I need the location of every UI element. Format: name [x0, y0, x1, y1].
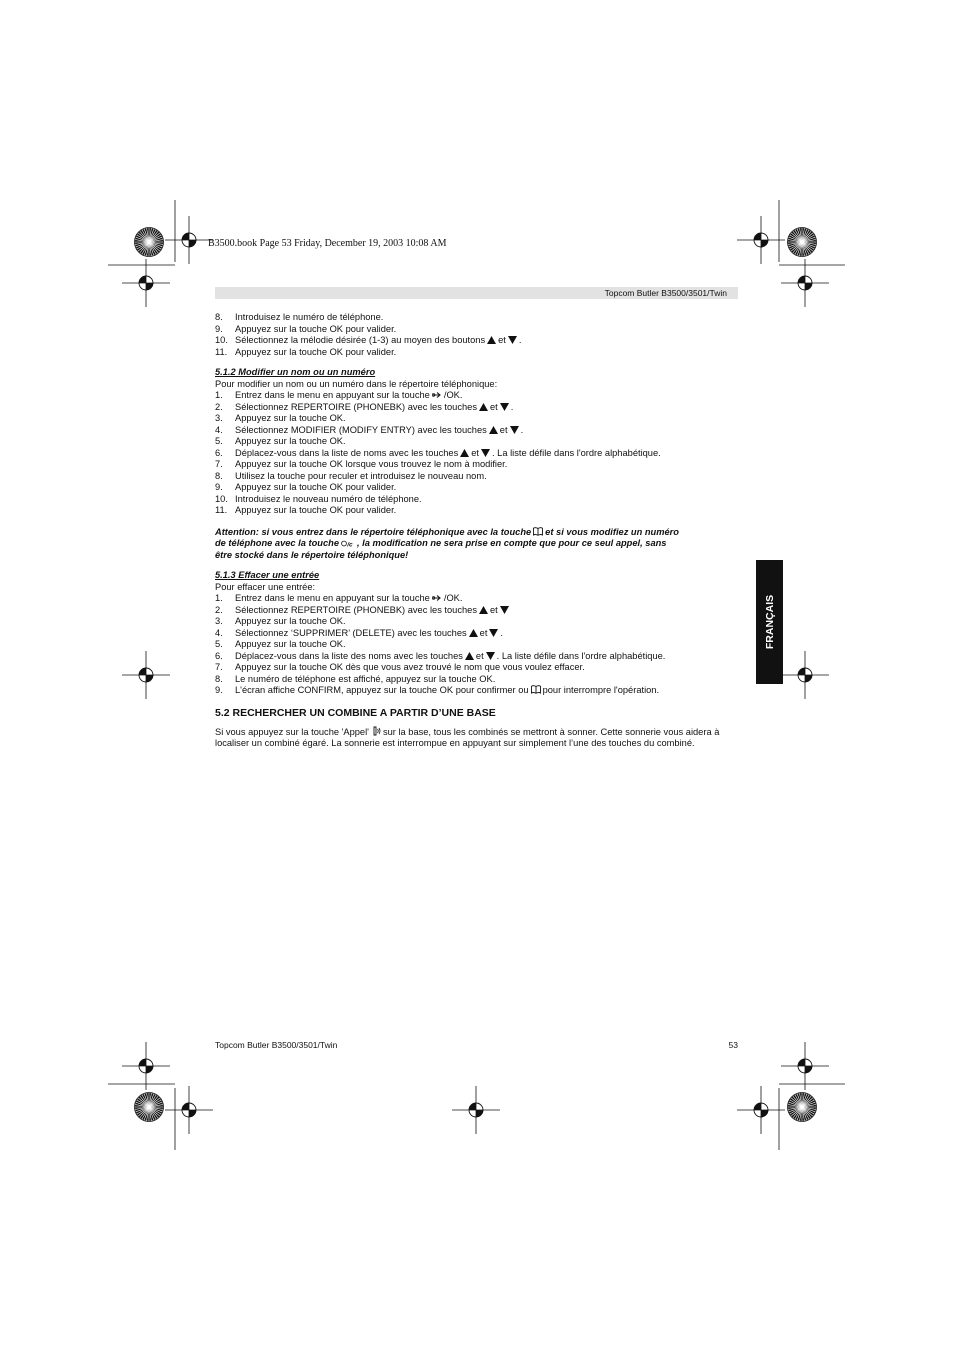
list-item: 6. Déplacez-vous dans la liste de noms avec les touches et . La liste défile dans l'ordre alphabétique.: [215, 447, 661, 458]
list-item: 10. Introduisez le nouveau numéro de téléphone.: [215, 493, 422, 504]
list-item: 9. Appuyez sur la touche OK pour valider.: [215, 323, 397, 334]
language-tab-label: FRANÇAIS: [763, 594, 776, 650]
list-item: 11. Appuyez sur la touche OK pour valider.: [215, 505, 397, 515]
list-item: 9. L'écran affiche CONFIRM, appuyez sur la touche OK pour confirmer ou pour interrompre l'opération.: [215, 685, 660, 695]
color-target-icon: [788, 228, 817, 257]
print-info: B3500.book Page 53 Friday, December 19, 2003 10:08 AM: [208, 238, 447, 249]
warning-note: Attention: si vous entrez dans le répertoire téléphonique avec la touche et si vous modifiez un numéro de téléphone avec la touche /c , la modification ne sera prise en compte que pour ce seul appel, sans être stocké dans le répertoire téléphonique!: [215, 526, 679, 560]
registration-mark-icon: [165, 1086, 213, 1134]
section-intro: Pour modifier un nom ou un numéro dans le répertoire téléphonique:: [215, 378, 498, 389]
registration-mark-icon: [122, 651, 170, 699]
header-title: Topcom Butler B3500/3501/Twin: [604, 288, 727, 298]
list-item: 7. Appuyez sur la touche OK dès que vous avez trouvé le nom que vous voulez effacer.: [215, 662, 585, 672]
list-item: 6. Déplacez-vous dans la liste des noms avec les touches et . La liste défile dans l'ordre alphabétique.: [215, 650, 666, 661]
list-item: 8. Le numéro de téléphone est affiché, appuyez sur la touche OK.: [215, 673, 496, 684]
color-target-icon: [135, 228, 164, 257]
registration-mark-icon: [165, 216, 213, 264]
color-target-icon: [135, 1093, 164, 1122]
list-item: 8. Introduisez le numéro de téléphone.: [215, 312, 384, 322]
list-item: 1. Entrez dans le menu en appuyant sur la touche /OK.: [215, 390, 463, 400]
svg-text:/c: /c: [347, 541, 353, 547]
section-title-5-1-3: 5.1.3 Effacer une entrée: [215, 570, 320, 580]
list-item: 5. Appuyez sur la touche OK.: [215, 436, 346, 446]
list-item: 4. Sélectionnez MODIFIER (MODIFY ENTRY) avec les touches et .: [215, 424, 524, 435]
list-item: 8. Utilisez la touche pour reculer et introduisez le nouveau nom.: [215, 470, 487, 481]
registration-mark-icon: [781, 651, 829, 699]
registration-mark-icon: [781, 1042, 829, 1090]
registration-mark-icon: [452, 1086, 500, 1134]
list-item: 1. Entrez dans le menu en appuyant sur la touche /OK.: [215, 593, 463, 603]
list-item: 2. Sélectionnez REPERTOIRE (PHONEBK) avec les touches et .: [215, 401, 514, 412]
list-item: 10. Sélectionnez la mélodie désirée (1-3) au moyen des boutons et .: [215, 335, 522, 345]
registration-mark-icon: [781, 259, 829, 307]
section-paragraph: Si vous appuyez sur la touche 'Appel' sur la base, tous les combinés se mettront à sonner. Cette sonnerie vous aidera à localiser un combiné égaré. La sonnerie est interrompue en appuyant sur simplement l’une des touches du combiné.: [215, 726, 720, 748]
color-target-icon: [788, 1093, 817, 1122]
list-item: 9. Appuyez sur la touche OK pour valider.: [215, 482, 397, 492]
footer-title: Topcom Butler B3500/3501/Twin: [215, 1040, 338, 1050]
section-intro: Pour effacer une entrée:: [215, 581, 316, 592]
registration-mark-icon: [737, 1086, 785, 1134]
section-title-5-1-2: 5.1.2 Modifier un nom ou un numéro: [215, 367, 376, 377]
list-item: 3. Appuyez sur la touche OK.: [215, 413, 346, 423]
list-item: 2. Sélectionnez REPERTOIRE (PHONEBK) avec les touches et: [215, 605, 738, 617]
registration-mark-icon: [122, 1042, 170, 1090]
list-item: 7. Appuyez sur la touche OK lorsque vous trouvez le nom à modifier.: [215, 459, 508, 469]
list-item: 11. Appuyez sur la touche OK pour valider.: [215, 346, 397, 357]
registration-mark-icon: [737, 216, 785, 264]
page-number: 53: [728, 1040, 738, 1050]
list-item: 5. Appuyez sur la touche OK.: [215, 639, 346, 649]
registration-mark-icon: [122, 259, 170, 307]
list-item: 3. Appuyez sur la touche OK.: [215, 616, 346, 626]
section-title-5-2: 5.2 RECHERCHER UN COMBINE A PARTIR D’UNE BASE: [215, 706, 496, 719]
list-item: 4. Sélectionnez ‘SUPPRIMER’ (DELETE) avec les touches et .: [215, 627, 504, 638]
